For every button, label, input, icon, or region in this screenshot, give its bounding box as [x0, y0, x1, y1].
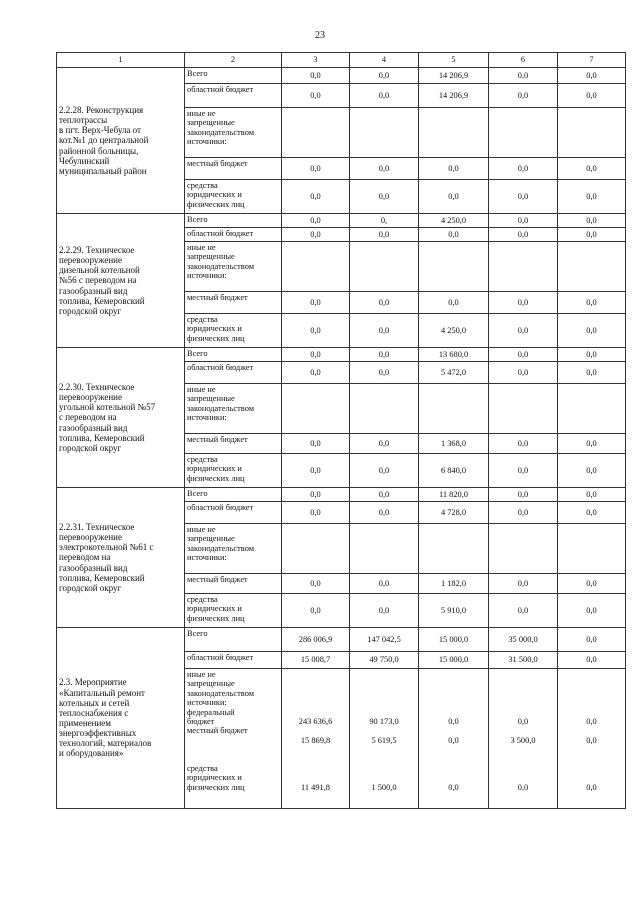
- amount-cell: 0,0: [350, 158, 419, 180]
- amount-cell: 0,0: [282, 502, 350, 524]
- amount-cell: 0,0: [489, 158, 558, 180]
- amount-cell: 0,0: [350, 84, 419, 108]
- column-header: 2: [185, 53, 282, 68]
- amount-cell: 0,0: [282, 228, 350, 242]
- amount-cell: 15 008,7: [282, 652, 350, 669]
- amount-cell: 0,: [350, 214, 419, 228]
- amount-cell: 0,0: [350, 488, 419, 502]
- funding-source: иные не запрещенные законодательством источники:: [185, 524, 282, 574]
- column-header: 6: [489, 53, 558, 68]
- measure-name: 2.2.30. Техническое перевооружение угольной котельной №57 с переводом на газообразный вид топлива, Кемеровский городской округ: [57, 348, 185, 488]
- amount-cell: 0,0: [558, 594, 626, 628]
- amount-cell: 0,0: [558, 502, 626, 524]
- amount-cell: 0,0: [558, 434, 626, 454]
- amount-cell: 0,0: [419, 292, 489, 314]
- amount-cell: 0,0: [282, 180, 350, 214]
- funding-source: Всего: [185, 348, 282, 362]
- amount-cell: [489, 524, 558, 574]
- amount-cell: 0,0: [350, 362, 419, 384]
- table-row: [57, 214, 626, 228]
- funding-source: областной бюджет: [185, 228, 282, 242]
- amount-cell: 243 636,6 15 869,8 11 491,8: [282, 669, 350, 809]
- column-header: 5: [419, 53, 489, 68]
- amount-cell: [282, 242, 350, 292]
- amount-cell: 0,0: [489, 214, 558, 228]
- amount-cell: 0,0: [558, 180, 626, 214]
- amount-cell: [350, 524, 419, 574]
- amount-cell: 0,0: [558, 214, 626, 228]
- amount-cell: [419, 524, 489, 574]
- amount-cell: 0,0: [282, 574, 350, 594]
- budget-table: [56, 52, 626, 809]
- amount-cell: 0,0: [282, 292, 350, 314]
- amount-cell: [489, 108, 558, 158]
- page-number: 23: [315, 30, 325, 41]
- column-header: 4: [350, 53, 419, 68]
- amount-cell: 4 728,0: [419, 502, 489, 524]
- amount-cell: [558, 242, 626, 292]
- amount-cell: 0,0: [558, 628, 626, 652]
- amount-cell: 14 206,9: [419, 84, 489, 108]
- amount-cell: 14 206,9: [419, 68, 489, 84]
- amount-cell: [419, 242, 489, 292]
- amount-cell: 0,0: [282, 84, 350, 108]
- amount-cell: 0,0: [282, 314, 350, 348]
- amount-cell: 0,0: [489, 362, 558, 384]
- amount-cell: 0,0: [350, 454, 419, 488]
- measure-name: 2.2.29. Техническое перевооружение дизельной котельной №56 с переводом на газообразный вид топлива, Кемеровский городской округ: [57, 214, 185, 348]
- amount-cell: 0,0: [558, 574, 626, 594]
- amount-cell: 0,0: [350, 502, 419, 524]
- funding-source: средства юридических и физических лиц: [185, 180, 282, 214]
- amount-cell: 1 368,0: [419, 434, 489, 454]
- amount-cell: 0,0 0,0 0,0: [419, 669, 489, 809]
- table-row: [57, 348, 626, 362]
- amount-cell: [419, 384, 489, 434]
- column-header: 7: [558, 53, 626, 68]
- amount-cell: 0,0: [419, 228, 489, 242]
- amount-cell: 0,0: [419, 180, 489, 214]
- amount-cell: 0,0: [350, 594, 419, 628]
- amount-cell: 0,0: [350, 228, 419, 242]
- amount-cell: 0,0: [558, 68, 626, 84]
- funding-source: областной бюджет: [185, 652, 282, 669]
- amount-cell: [350, 242, 419, 292]
- funding-source: средства юридических и физических лиц: [185, 454, 282, 488]
- amount-cell: 0,0: [489, 488, 558, 502]
- funding-source: местный бюджет: [185, 292, 282, 314]
- amount-cell: [558, 384, 626, 434]
- amount-cell: 0,0: [350, 574, 419, 594]
- amount-cell: 0,0: [350, 180, 419, 214]
- funding-source: областной бюджет: [185, 84, 282, 108]
- amount-cell: 0,0: [282, 434, 350, 454]
- amount-cell: 0,0 3 500,0 0,0: [489, 669, 558, 809]
- amount-cell: 0,0: [489, 180, 558, 214]
- amount-cell: 0,0: [489, 348, 558, 362]
- funding-source: средства юридических и физических лиц: [185, 314, 282, 348]
- amount-cell: 0,0: [489, 314, 558, 348]
- amount-cell: 15 000,0: [419, 652, 489, 669]
- amount-cell: 35 000,0: [489, 628, 558, 652]
- funding-source: иные не запрещенные законодательством источники:: [185, 108, 282, 158]
- amount-cell: 0,0: [558, 292, 626, 314]
- amount-cell: 0,0: [558, 362, 626, 384]
- funding-source: местный бюджет: [185, 434, 282, 454]
- amount-cell: [282, 524, 350, 574]
- table-body: [57, 68, 626, 809]
- funding-source: местный бюджет: [185, 158, 282, 180]
- amount-cell: 0,0: [489, 594, 558, 628]
- amount-cell: 90 173,0 5 619,5 1 500,0: [350, 669, 419, 809]
- amount-cell: 0,0: [489, 84, 558, 108]
- funding-source: Всего: [185, 214, 282, 228]
- funding-source: местный бюджет: [185, 574, 282, 594]
- amount-cell: 0,0: [282, 488, 350, 502]
- amount-cell: [419, 108, 489, 158]
- amount-cell: 49 750,0: [350, 652, 419, 669]
- amount-cell: 0,0: [282, 158, 350, 180]
- funding-source: иные не запрещенные законодательством источники: федеральный бюджет местный бюджет средства юридических и физических лиц: [185, 669, 282, 809]
- amount-cell: 0,0: [489, 454, 558, 488]
- amount-cell: [558, 524, 626, 574]
- amount-cell: 5 910,0: [419, 594, 489, 628]
- funding-source: областной бюджет: [185, 502, 282, 524]
- amount-cell: 0,0: [558, 314, 626, 348]
- column-header: 1: [57, 53, 185, 68]
- amount-cell: 0,0: [419, 158, 489, 180]
- funding-source: иные не запрещенные законодательством источники:: [185, 242, 282, 292]
- funding-source: областной бюджет: [185, 362, 282, 384]
- amount-cell: 0,0 0,0 0,0: [558, 669, 626, 809]
- amount-cell: 6 840,0: [419, 454, 489, 488]
- amount-cell: 5 472,0: [419, 362, 489, 384]
- column-header: 3: [282, 53, 350, 68]
- amount-cell: 0,0: [350, 292, 419, 314]
- amount-cell: 0,0: [558, 84, 626, 108]
- amount-cell: 4 250,0: [419, 214, 489, 228]
- amount-cell: 0,0: [489, 68, 558, 84]
- amount-cell: 31 500,0: [489, 652, 558, 669]
- amount-cell: 0,0: [558, 348, 626, 362]
- amount-cell: 13 680,0: [419, 348, 489, 362]
- amount-cell: [282, 384, 350, 434]
- amount-cell: 0,0: [282, 348, 350, 362]
- funding-source: Всего: [185, 68, 282, 84]
- amount-cell: 0,0: [558, 488, 626, 502]
- amount-cell: [489, 384, 558, 434]
- amount-cell: [350, 108, 419, 158]
- amount-cell: 4 250,0: [419, 314, 489, 348]
- table-row: [57, 68, 626, 84]
- amount-cell: 0,0: [282, 454, 350, 488]
- amount-cell: 0,0: [558, 652, 626, 669]
- amount-cell: [350, 384, 419, 434]
- amount-cell: 0,0: [489, 574, 558, 594]
- amount-cell: 0,0: [350, 348, 419, 362]
- amount-cell: [489, 242, 558, 292]
- amount-cell: 0,0: [558, 454, 626, 488]
- measure-name: 2.2.31. Техническое перевооружение электрокотельной №61 с переводом на газообразный вид топлива, Кемеровский городской округ: [57, 488, 185, 628]
- amount-cell: 0,0: [282, 594, 350, 628]
- amount-cell: 1 182,0: [419, 574, 489, 594]
- measure-name: 2.3. Мероприятие «Капитальный ремонт котельных и сетей теплоснабжения с применением энергоэффективных технологий, материалов и оборудования»: [57, 628, 185, 809]
- amount-cell: 0,0: [558, 228, 626, 242]
- amount-cell: 0,0: [350, 314, 419, 348]
- amount-cell: 0,0: [282, 362, 350, 384]
- amount-cell: 0,0: [282, 214, 350, 228]
- amount-cell: 0,0: [282, 68, 350, 84]
- table-row: [57, 488, 626, 502]
- measure-name: 2.2.28. Реконструкция теплотрассы в пгт. Верх-Чебула от кот.№1 до центральной районной больницы, Чебулинский муниципальный район: [57, 68, 185, 214]
- amount-cell: 11 820,0: [419, 488, 489, 502]
- amount-cell: 0,0: [558, 158, 626, 180]
- amount-cell: 147 042,5: [350, 628, 419, 652]
- amount-cell: 0,0: [350, 434, 419, 454]
- amount-cell: [282, 108, 350, 158]
- amount-cell: 0,0: [489, 502, 558, 524]
- funding-source: иные не запрещенные законодательством источники:: [185, 384, 282, 434]
- table-row: [57, 628, 626, 652]
- column-number-row: [57, 53, 626, 68]
- funding-source: Всего: [185, 488, 282, 502]
- amount-cell: 15 000,0: [419, 628, 489, 652]
- amount-cell: [558, 108, 626, 158]
- amount-cell: 0,0: [350, 68, 419, 84]
- amount-cell: 0,0: [489, 292, 558, 314]
- funding-source: Всего: [185, 628, 282, 652]
- funding-source: средства юридических и физических лиц: [185, 594, 282, 628]
- amount-cell: 286 006,9: [282, 628, 350, 652]
- amount-cell: 0,0: [489, 228, 558, 242]
- amount-cell: 0,0: [489, 434, 558, 454]
